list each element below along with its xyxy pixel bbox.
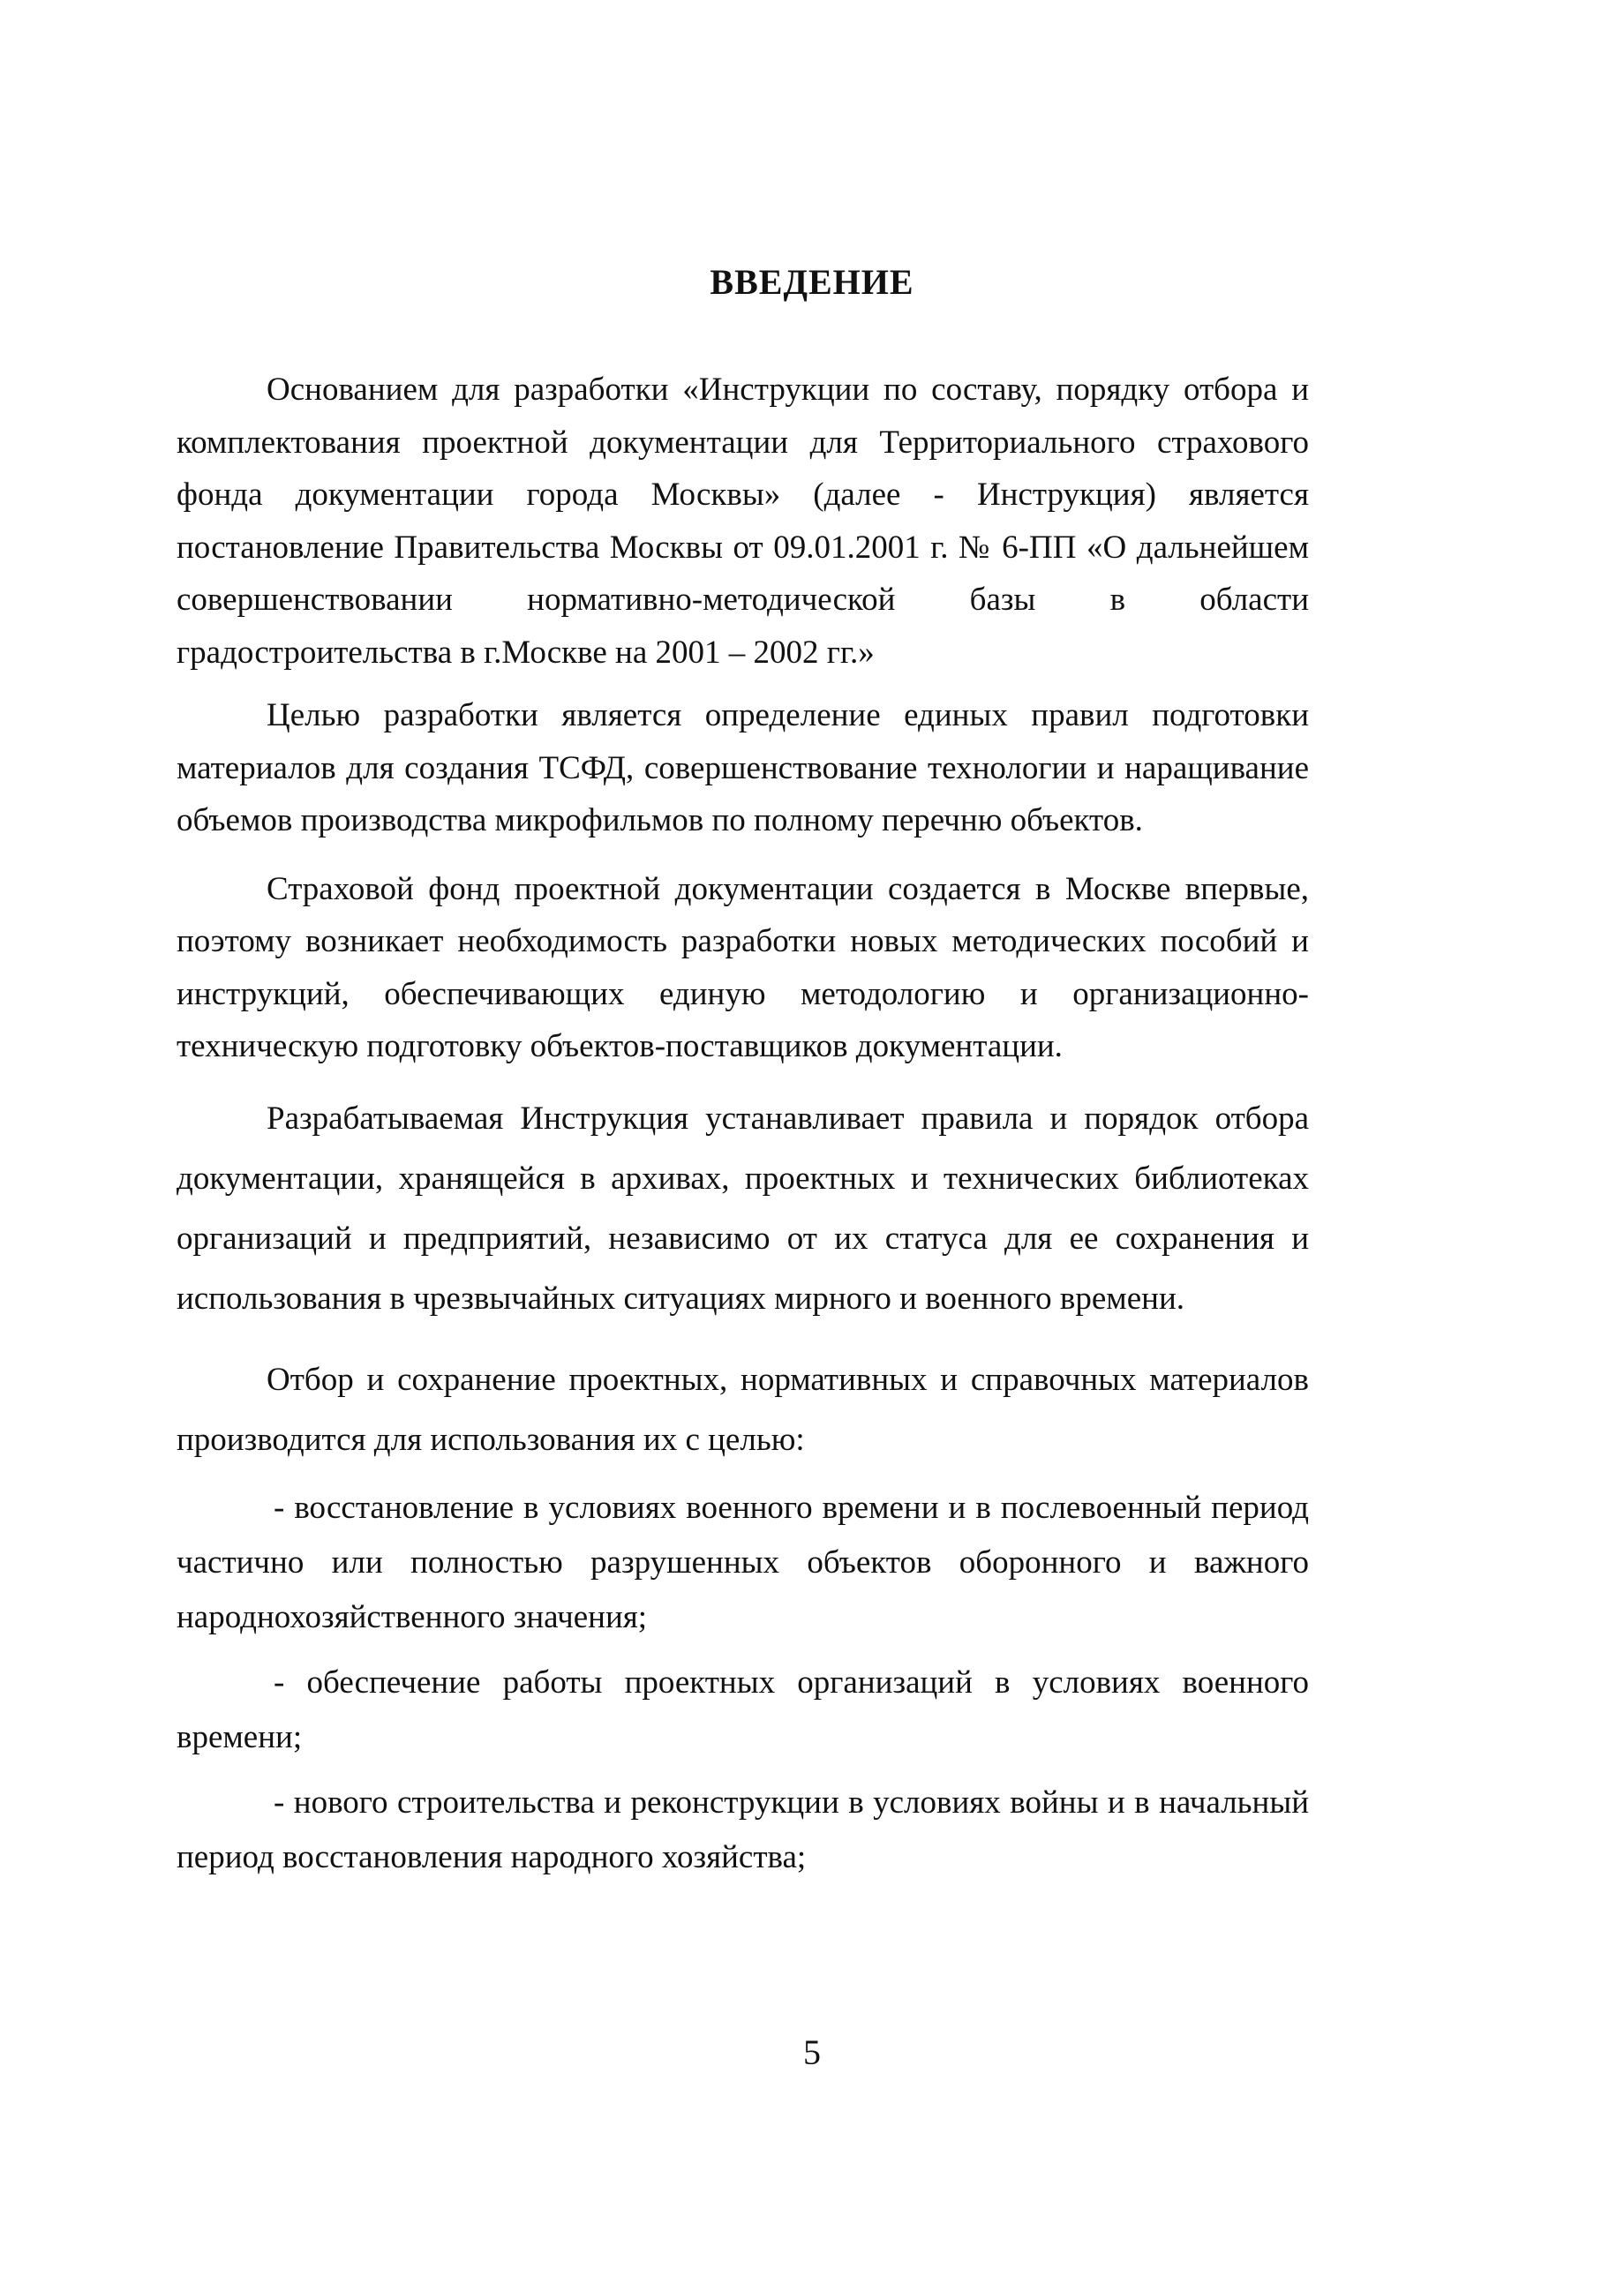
list-item-restoration: - восстановление в условиях военного времени и в послевоенный период частично или полностью разрушенных объектов оборонного и важного народнохозяйственного значения;	[177, 1489, 1309, 1635]
body-text	[177, 364, 1309, 1896]
paragraph-purpose: Целью разработки является определение единых правил подготовки материалов для создания ТСФД, совершенствование технологии и наращивание объемов производства микрофильмов по полному перечню объектов.	[177, 697, 1309, 838]
paragraph-selection-goals: Отбор и сохранение проектных, нормативных и справочных материалов производится для использования их с целью:	[177, 1361, 1309, 1458]
list-item-design-organizations: - обеспечение работы проектных организаций в условиях военного времени;	[177, 1664, 1309, 1755]
page-number: 5	[803, 2032, 821, 2072]
paragraph-basis: Основанием для разработки «Инструкции по составу, порядку отбора и комплектования проектной документации для Территориального страхового фонда документации города Москвы» (далее - Инструкция) является постановление Правительства Москвы от 09.01.2001 г. № 6-ПП «О дальнейшем совершенствовании нормативно-методической базы в области градостроительства в г.Москве на 2001 – 2002 гг.»	[177, 372, 1309, 671]
paragraph-insurance-fund: Страховой фонд проектной документации создается в Москве впервые, поэтому возникает необходимость разработки новых методических пособий и инструкций, обеспечивающих единую методологию и организационно-техническую подготовку объектов-поставщиков документации.	[177, 870, 1309, 1064]
paragraph-instruction-rules: Разрабатываемая Инструкция устанавливает правила и порядок отбора документации, хранящейся в архивах, проектных и технических библиотеках организаций и предприятий, независимо от их статуса для ее сохранения и использования в чрезвычайных ситуациях мирного и военного времени.	[177, 1100, 1309, 1317]
list-item-new-construction: - нового строительства и реконструкции в условиях войны и в начальный период восстановления народного хозяйства;	[177, 1784, 1309, 1875]
section-heading: ВВЕДЕНИЕ	[710, 262, 914, 302]
